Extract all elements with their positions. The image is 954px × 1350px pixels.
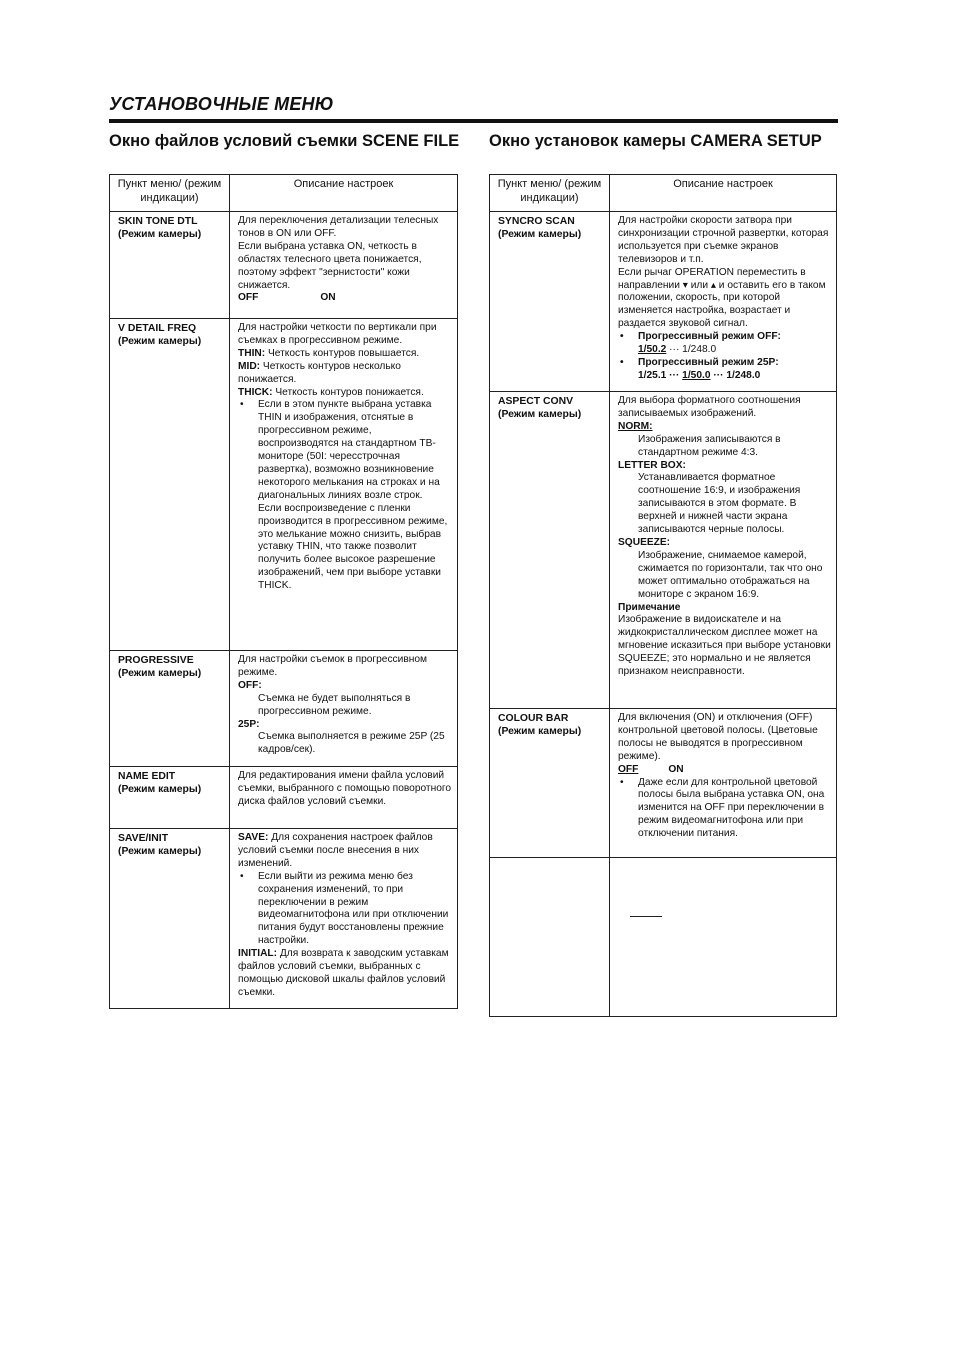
table-row (490, 709, 837, 858)
table-row (110, 829, 458, 1009)
table-header-row (490, 175, 837, 212)
menu-item-skin-tone-dtl: SKIN TONE DTL (Режим камеры) (110, 212, 230, 319)
camera-setup-table (489, 174, 837, 1017)
table-row (490, 212, 837, 392)
underline-mark (630, 916, 662, 917)
table-row (110, 212, 458, 319)
scene-file-table (109, 174, 458, 1009)
table-row-empty (490, 858, 837, 1017)
col-desc-header: Описание настроек (230, 175, 458, 212)
header-rule (109, 119, 838, 123)
menu-desc: Для переключения детализации телесных тонов в ON или OFF. Если выбрана уставка ON, четкость в областях телесного цвета понижается, поэтому эффект "зернистости" кожи снижается. OFF ON (230, 212, 458, 319)
menu-item-save-init: SAVE/INIT (Режим камеры) (110, 829, 230, 1009)
menu-item-name-edit: NAME EDIT (Режим камеры) (110, 767, 230, 829)
col-item-header: Пункт меню/ (режим индикации) (490, 175, 610, 212)
col-desc-header: Описание настроек (610, 175, 837, 212)
menu-item-colour-bar: COLOUR BAR (Режим камеры) (490, 709, 610, 858)
menu-desc: Для редактирования имени файла условий съемки, выбранного с помощью поворотного диска файлов условий съемки. (230, 767, 458, 829)
empty-item-cell (490, 858, 610, 1017)
menu-item-aspect-conv: ASPECT CONV (Режим камеры) (490, 392, 610, 709)
menu-desc: SAVE: Для сохранения настроек файлов условий съемки после внесения в них изменений. • Если выйти из режима меню без сохранения изменений, то при переключении в режим видеомагнитофона или при отключении питания будут восстановлены прежние настройки. INITIAL: Для возврата к заводским уставкам файлов условий съемки, выбранных с помощью дисковой шкалы файлов условий съемки. (230, 829, 458, 1009)
table-row (110, 319, 458, 651)
menu-desc: Для выбора форматного соотношения записываемых изображений. NORM: Изображения записываются в стандартном режиме 4:3. LETTER BOX: Устанавливается форматное соотношение 16:9, и изображения записываются в этом формате. В верхней и нижней части экрана записываются черные полосы. SQUEEZE: Изображение, снимаемое камерой, сжимается по горизонтали, так что оно может оптимально отображаться на мониторе с экраном 16:9. Примечание Изображение в видоискателе и на жидкокристаллическом дисплее может на мгновение исказиться при выборе установки SQUEEZE; это нормально и не является признаком неисправности. (610, 392, 837, 709)
menu-desc: Для настройки скорости затвора при синхронизации строчной развертки, которая используется при съемке экранов телевизоров и т.п. Если рычаг OPERATION переместить в направлении ▾ или ▴ и оставить его в таком положении, скорость, при которой изменяется настройка, возрастает и раздается звуковой сигнал. • Прогрессивный режим OFF: 1/50.2 ··· 1/248.0 • Прогрессивный режим 25P: 1/25.1 ··· 1/50.0 ··· 1/248.0 (610, 212, 837, 392)
menu-item-progressive: PROGRESSIVE (Режим камеры) (110, 651, 230, 767)
table-header-row (110, 175, 458, 212)
col-item-header: Пункт меню/ (режим индикации) (110, 175, 230, 212)
menu-desc: Для настройки четкости по вертикали при съемках в прогрессивном режиме. THIN: Четкость контуров повышается. MID: Четкость контуров несколько понижается. THICK: Четкость контуров понижается. • Если в этом пункте выбрана уставка THIN и изображения, отснятые в прогрессивном режиме, воспроизводятся на стандартном ТВ-мониторе (50I: чересстрочная развертка), возможно возникновение некоторого мелькания на строках и на диагональных линиях возле строк. Если воспроизведение с пленки производится в прогрессивном режиме, это мелькание можно снизить, выбрав уставку THIN, что также позволит получить более высокое разрешение изображений, чем при выборе уставки THICK. (230, 319, 458, 651)
scene-file-title: Окно файлов условий съемки SCENE FILE (109, 132, 460, 150)
menu-item-syncro-scan: SYNCRO SCAN (Режим камеры) (490, 212, 610, 392)
menu-item-v-detail-freq: V DETAIL FREQ (Режим камеры) (110, 319, 230, 651)
empty-desc-cell (610, 858, 837, 1017)
menu-desc: Для включения (ON) и отключения (OFF) контрольной цветовой полосы. (Цветовые полосы не выводятся в прогрессивном режиме). OFF ON • Даже если для контрольной цветовой полосы была выбрана уставка ON, она изменится на OFF при переключении в режим видеомагнитофона или при отключении питания. (610, 709, 837, 858)
menu-desc: Для настройки съемок в прогрессивном режиме. OFF: Съемка не будет выполняться в прогрессивном режиме. 25P: Съемка выполняется в режиме 25P (25 кадров/сек). (230, 651, 458, 767)
table-row (110, 767, 458, 829)
table-row (110, 651, 458, 767)
page-header-title: УСТАНОВОЧНЫЕ МЕНЮ (109, 94, 334, 114)
table-row (490, 392, 837, 709)
camera-setup-title: Окно установок камеры CAMERA SETUP (489, 132, 822, 150)
